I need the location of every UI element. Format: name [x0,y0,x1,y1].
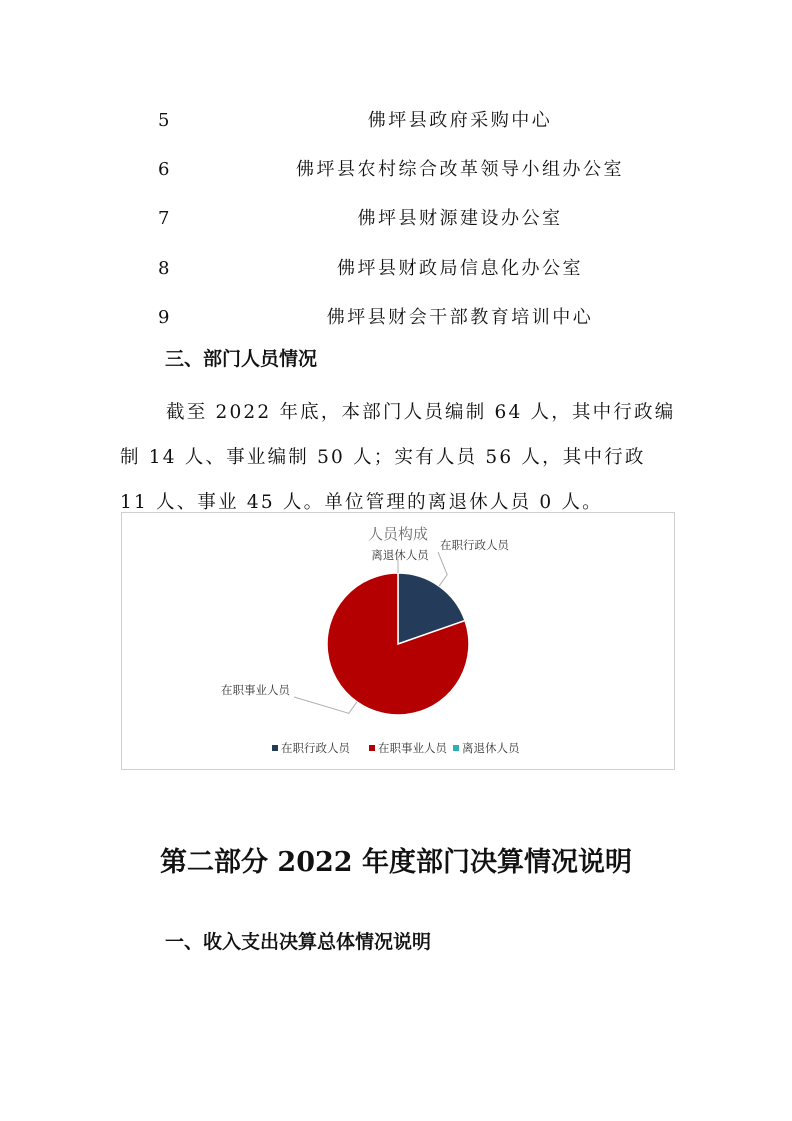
list-item-name: 佛坪县财会干部教育培训中心 [326,307,594,328]
list-item-name: 佛坪县政府采购中心 [367,110,553,131]
list-item-number: 6 [158,159,170,180]
pie-leader-line-0 [438,552,447,586]
legend-label-2: 离退休人员 [462,741,520,755]
list-item-number: 7 [158,208,170,229]
legend-swatch-2 [453,745,459,751]
pie-chart-canvas [122,513,674,769]
pie-leader-line-1 [294,697,357,713]
list-item [0,254,792,284]
list-item-name: 佛坪县农村综合改革领导小组办公室 [296,159,624,180]
personnel-pie-chart [121,512,675,770]
list-item [0,303,792,333]
pie-data-label-1: 在职事业人员 [221,683,290,697]
section-heading-income-expense: 一、收入支出决算总体情况说明 [165,931,432,953]
section-heading-personnel: 三、部门人员情况 [165,348,318,370]
chart-title: 人员构成 [367,525,429,543]
list-item [0,106,792,136]
list-item-number: 5 [158,110,170,131]
list-item-name: 佛坪县财政局信息化办公室 [337,258,583,279]
personnel-paragraph: 截至 2022 年底，本部门人员编制 64 人，其中行政编制 14 人、事业编制 50 人；实有人员 56 人，其中行政 11 人、事业 45 人。单位管理的离退休人员 0 人。 [120,402,676,513]
legend-label-0: 在职行政人员 [281,741,350,755]
legend-label-1: 在职事业人员 [378,741,447,755]
legend-swatch-0 [272,745,278,751]
list-item-name: 佛坪县财源建设办公室 [357,208,563,229]
pie-data-label-2: 离退休人员 [371,548,429,562]
list-item-number: 8 [158,258,170,279]
list-item [0,204,792,234]
list-item-number: 9 [158,307,170,328]
list-item [0,155,792,185]
legend-swatch-1 [369,745,375,751]
pie-data-label-0: 在职行政人员 [440,538,509,552]
part-two-title: 第二部分 2022 年度部门决算情况说明 [160,847,632,878]
